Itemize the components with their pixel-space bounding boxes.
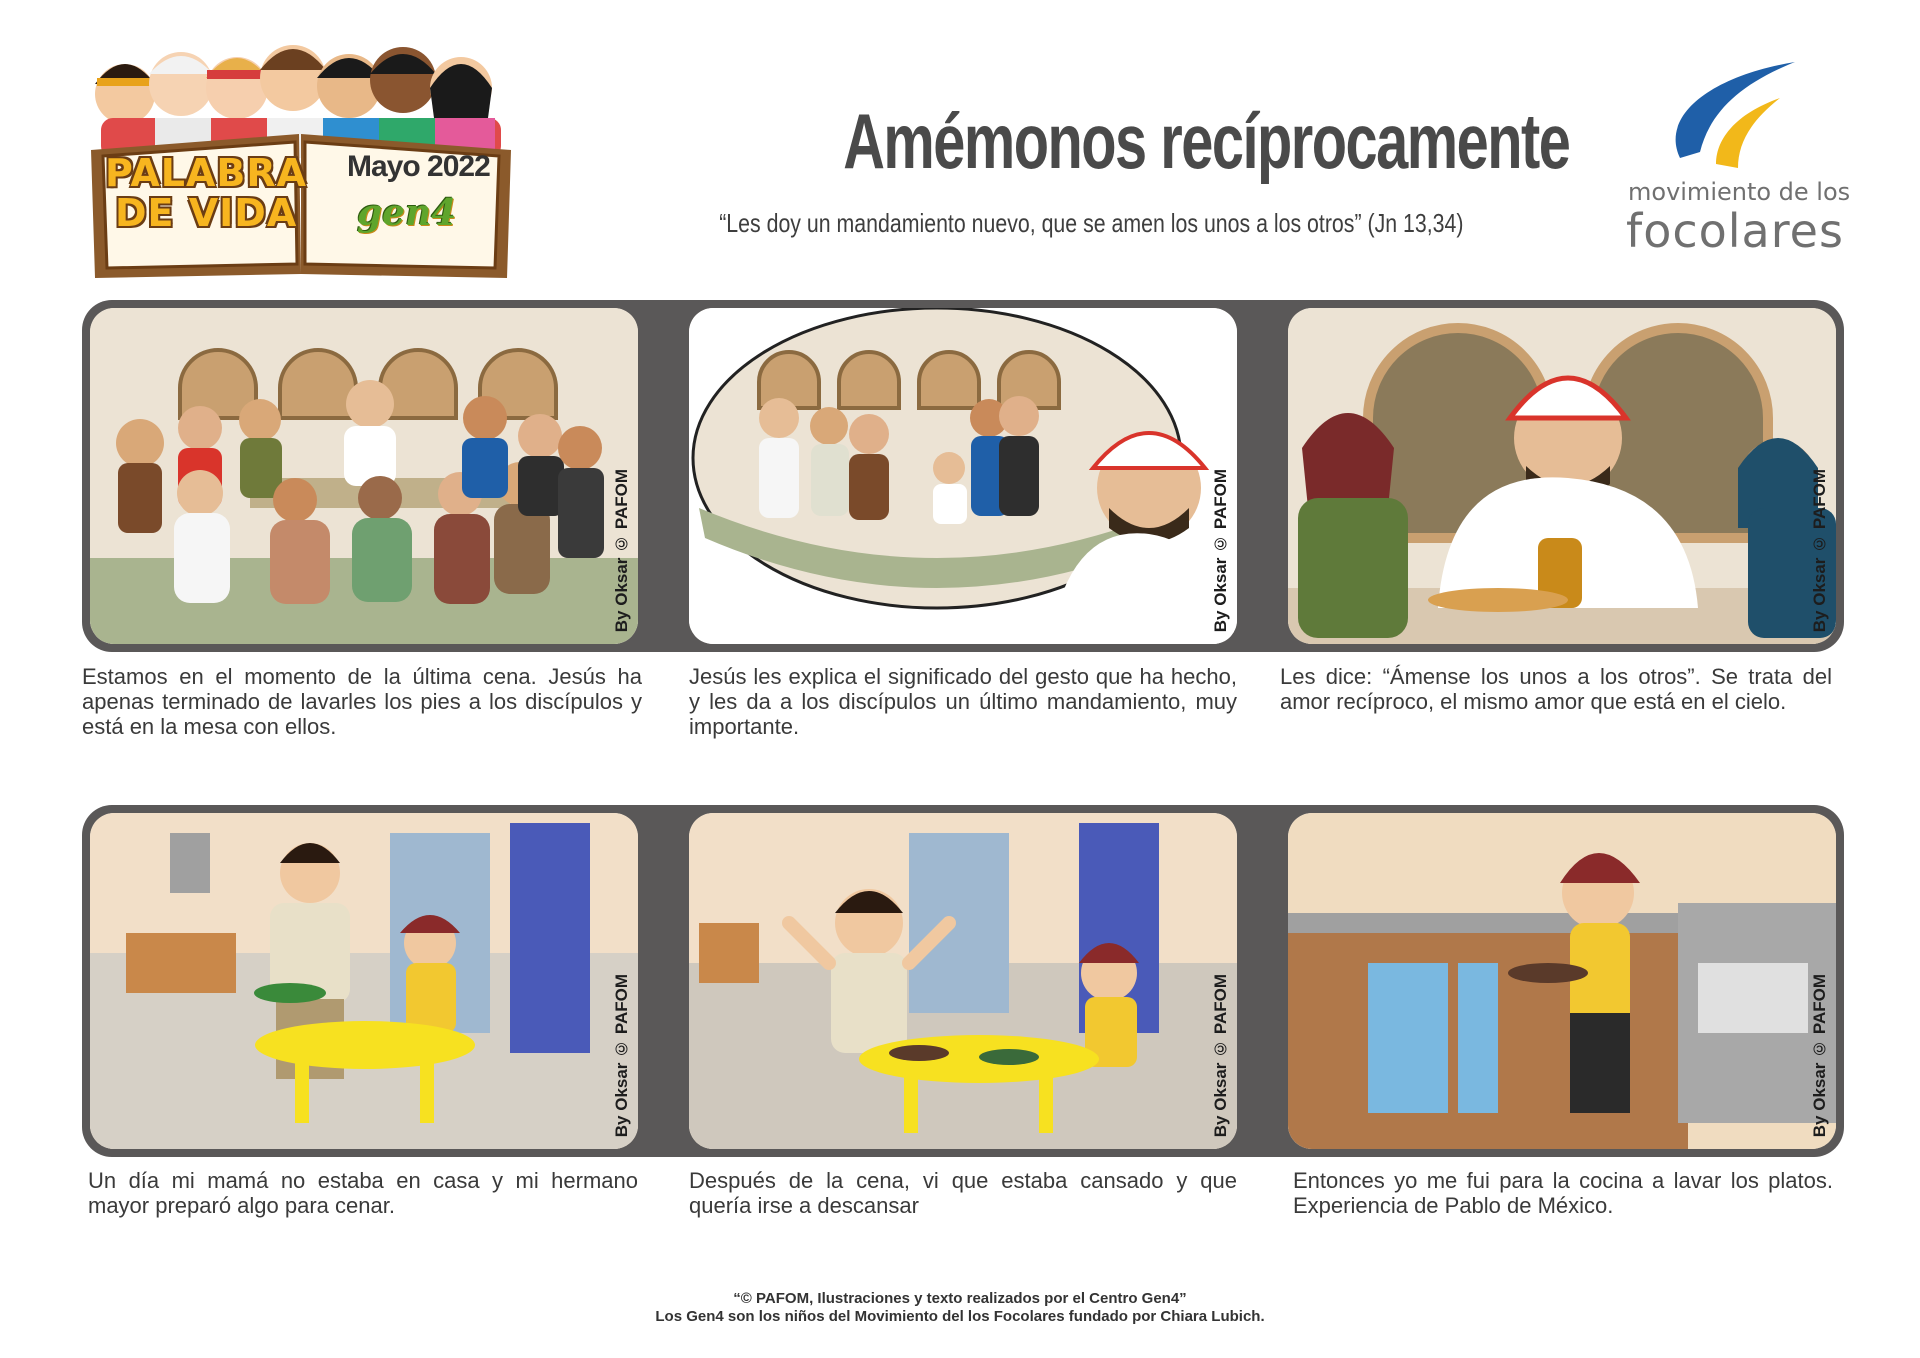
footer-copyright: “© PAFOM, Ilustraciones y texto realizados por el Centro Gen4” [733,1290,1187,1307]
love-one-another-illustration [1288,308,1836,644]
after-dinner-illustration [689,813,1237,1149]
jesus-explains-illustration [689,308,1237,644]
last-supper-illustration [90,308,638,644]
month-label: Mayo 2022 [347,150,490,183]
focolare-swoosh-icon [1620,56,1850,176]
caption-1: Estamos en el momento de la última cena. Jesús ha apenas terminado de lavarles los pies a los discípulos y está en la mesa con ellos. [82,664,642,739]
caption-4: Un día mi mamá no estaba en casa y mi hermano mayor preparó algo para cenar. [88,1168,638,1218]
gen4-logo-text: gen4 [357,192,457,234]
panel-love-one-another [1288,308,1836,644]
bible-quote: “Les doy un mandamiento nuevo, que se amen los unos a los otros” (Jn 13,34) [719,208,1464,238]
panel-brother-cooks [90,813,638,1149]
panel-jesus-explains [689,308,1237,644]
panel-credit: By Oksar © PAFOM [1211,973,1230,1137]
brother-cooks-illustration [90,813,638,1149]
panel-washing-dishes [1288,813,1836,1149]
palabra-de-vida-logo [85,22,517,284]
page-title: Amémonos recíprocamente [843,97,1570,185]
panel-credit: By Oksar © PAFOM [612,468,631,632]
comic-strip-2 [82,805,1844,1157]
panel-after-dinner [689,813,1237,1149]
logo-line-1: PALABRA [105,151,308,195]
panel-credit: By Oksar © PAFOM [1810,468,1829,632]
caption-5: Después de la cena, vi que estaba cansado y que quería irse a descansar [689,1168,1237,1218]
organization-subtitle: movimiento de los [1628,178,1851,206]
caption-6: Entonces yo me fui para la cocina a lavar los platos. Experiencia de Pablo de México. [1293,1168,1833,1218]
washing-dishes-illustration [1288,813,1836,1149]
panel-credit: By Oksar © PAFOM [1211,468,1230,632]
panel-credit: By Oksar © PAFOM [612,973,631,1137]
panel-credit: By Oksar © PAFOM [1810,973,1829,1137]
comic-strip-1 [82,300,1844,652]
caption-2: Jesús les explica el significado del gesto que ha hecho, y les da a los discípulos un último mandamiento, muy importante. [689,664,1237,739]
logo-line-2: DE VIDA [115,191,298,235]
caption-3: Les dice: “Ámense los unos a los otros”. Se trata del amor recíproco, el mismo amor que está en el cielo. [1280,664,1832,714]
footer-description: Los Gen4 son los niños del Movimiento del los Focolares fundado por Chiara Lubich. [655,1308,1265,1325]
panel-last-supper [90,308,638,644]
organization-name: focolares [1626,204,1844,258]
